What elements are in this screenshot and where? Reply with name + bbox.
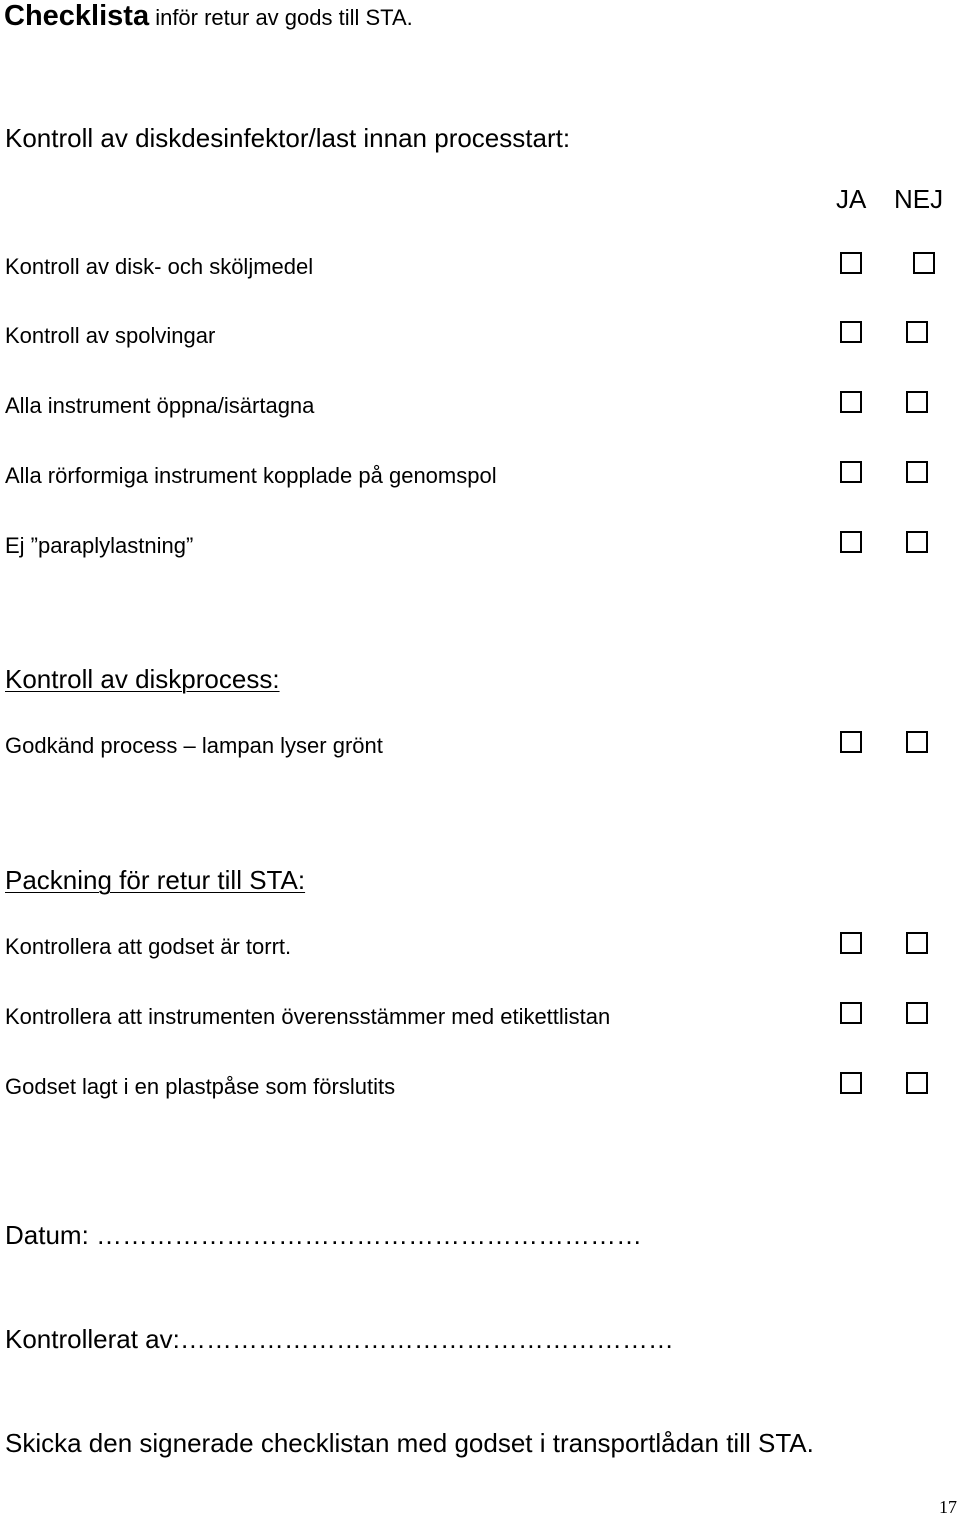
checked-by-field[interactable] (5, 1324, 674, 1354)
checkbox-yes[interactable] (840, 461, 862, 483)
checklist-item-detergent: Kontroll av disk- och sköljmedel (5, 254, 314, 279)
checkbox-no[interactable] (906, 321, 928, 343)
checklist-item-instruments-open: Alla instrument öppna/isärtagna (5, 393, 315, 418)
checklist-item-approved-process: Godkänd process – lampan lyser grönt (5, 733, 383, 758)
checked-by-dotted-line: ………………………………………………… (179, 1324, 674, 1354)
checkbox-yes[interactable] (840, 531, 862, 553)
return-instruction: Skicka den signerade checklistan med godset i transportlådan till STA. (5, 1428, 814, 1458)
date-dotted-line: ……………………………………………………… (88, 1220, 643, 1250)
checklist-item-no-umbrella-loading: Ej ”paraplylastning” (5, 533, 194, 558)
checkbox-yes[interactable] (840, 321, 862, 343)
checkbox-no[interactable] (913, 252, 935, 274)
checkbox-no[interactable] (906, 932, 928, 954)
checkbox-no[interactable] (906, 391, 928, 413)
column-header-no: NEJ (894, 184, 944, 214)
section-heading-wash-process: Kontroll av diskprocess: (5, 664, 280, 694)
checklist-item-goods-dry: Kontrollera att godset är torrt. (5, 934, 292, 959)
section-heading-packing: Packning för retur till STA: (5, 865, 306, 895)
checkbox-yes[interactable] (840, 252, 862, 274)
checkbox-no[interactable] (906, 461, 928, 483)
checked-by-label: Kontrollerat av: (5, 1324, 180, 1354)
section-heading-disinfector: Kontroll av diskdesinfektor/last innan processtart: (5, 123, 571, 153)
checkbox-no[interactable] (906, 531, 928, 553)
checkbox-yes[interactable] (840, 1072, 862, 1094)
title-rest: inför retur av gods till STA. (149, 5, 413, 30)
checkbox-yes[interactable] (840, 731, 862, 753)
checklist-item-instruments-match-label: Kontrollera att instrumenten överensstämmer med etikettlistan (5, 1004, 611, 1029)
checkbox-no[interactable] (906, 1002, 928, 1024)
title-bold: Checklista (4, 0, 150, 32)
checklist-item-tubular-instruments: Alla rörformiga instrument kopplade på genomspol (5, 463, 497, 488)
checkbox-no[interactable] (906, 731, 928, 753)
page-number: 17 (939, 1497, 957, 1517)
column-header-yes: JA (836, 184, 867, 214)
checkbox-yes[interactable] (840, 1002, 862, 1024)
checklist-item-plastic-bag-sealed: Godset lagt i en plastpåse som förslutits (5, 1074, 396, 1099)
checkbox-yes[interactable] (840, 391, 862, 413)
checklist-item-spray-arms: Kontroll av spolvingar (5, 323, 216, 348)
checkbox-no[interactable] (906, 1072, 928, 1094)
page-title (4, 0, 413, 39)
date-field[interactable] (5, 1220, 642, 1250)
date-label: Datum: (5, 1220, 89, 1250)
checkbox-yes[interactable] (840, 932, 862, 954)
